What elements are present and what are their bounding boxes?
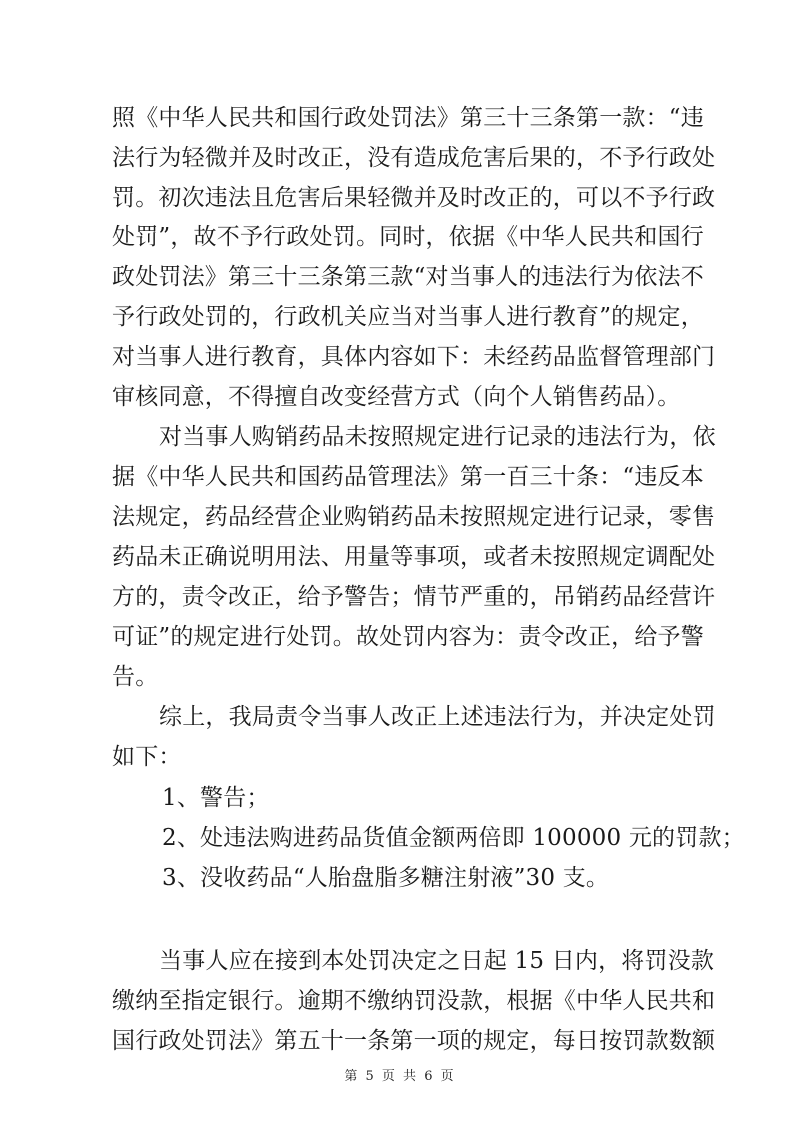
text-line: 罚。初次违法且危害后果轻微并及时改正的，可以不予行政 (112, 185, 716, 211)
page-number-footer: 第 5 页 共 6 页 (344, 1069, 456, 1084)
text-line: 政处罚法》第三十三条第三款“对当事人的违法行为依法不 (112, 264, 704, 290)
list-item: 1、警告； (162, 785, 270, 811)
text-line: 审核同意，不得擅自改变经营方式（向个人销售药品）。 (112, 384, 681, 410)
text-line: 法行为轻微并及时改正，没有造成危害后果的，不予行政处 (112, 145, 716, 171)
text-line: 法规定，药品经营企业购销药品未按照规定进行记录，零售 (112, 504, 716, 530)
paragraph-start-line: 对当事人购销药品未按照规定进行记录的违法行为，依 (159, 424, 716, 450)
text-line: 告。 (112, 664, 159, 690)
text-line: 处罚”，故不予行政处罚。同时，依据《中华人民共和国行 (112, 224, 704, 250)
text-line: 药品未正确说明用法、用量等事项，或者未按照规定调配处 (112, 544, 716, 570)
paragraph-start-line: 综上，我局责令当事人改正上述违法行为，并决定处罚 (159, 704, 716, 730)
list-item: 3、没收药品“人胎盘脂多糖注射液”30 支。 (162, 865, 610, 891)
text-line: 可证”的规定进行处罚。故处罚内容为：责令改正，给予警 (112, 624, 704, 650)
text-line: 国行政处罚法》第五十一条第一项的规定，每日按罚款数额 (112, 1028, 716, 1054)
text-line: 方的，责令改正，给予警告；情节严重的，吊销药品经营许 (112, 584, 716, 610)
text-line: 如下： (112, 744, 182, 770)
text-line: 缴纳至指定银行。逾期不缴纳罚没款，根据《中华人民共和 (112, 988, 716, 1014)
text-line: 对当事人进行教育，具体内容如下：未经药品监督管理部门 (112, 344, 716, 370)
list-item: 2、处违法购进药品货值金额两倍即 100000 元的罚款； (162, 825, 745, 851)
text-line: 据《中华人民共和国药品管理法》第一百三十条：“违反本 (112, 464, 704, 490)
paragraph-start-line: 当事人应在接到本处罚决定之日起 15 日内，将罚没款 (159, 948, 715, 974)
text-line: 予行政处罚的，行政机关应当对当事人进行教育”的规定， (112, 304, 704, 330)
text-line: 照《中华人民共和国行政处罚法》第三十三条第一款：“违 (112, 105, 704, 131)
